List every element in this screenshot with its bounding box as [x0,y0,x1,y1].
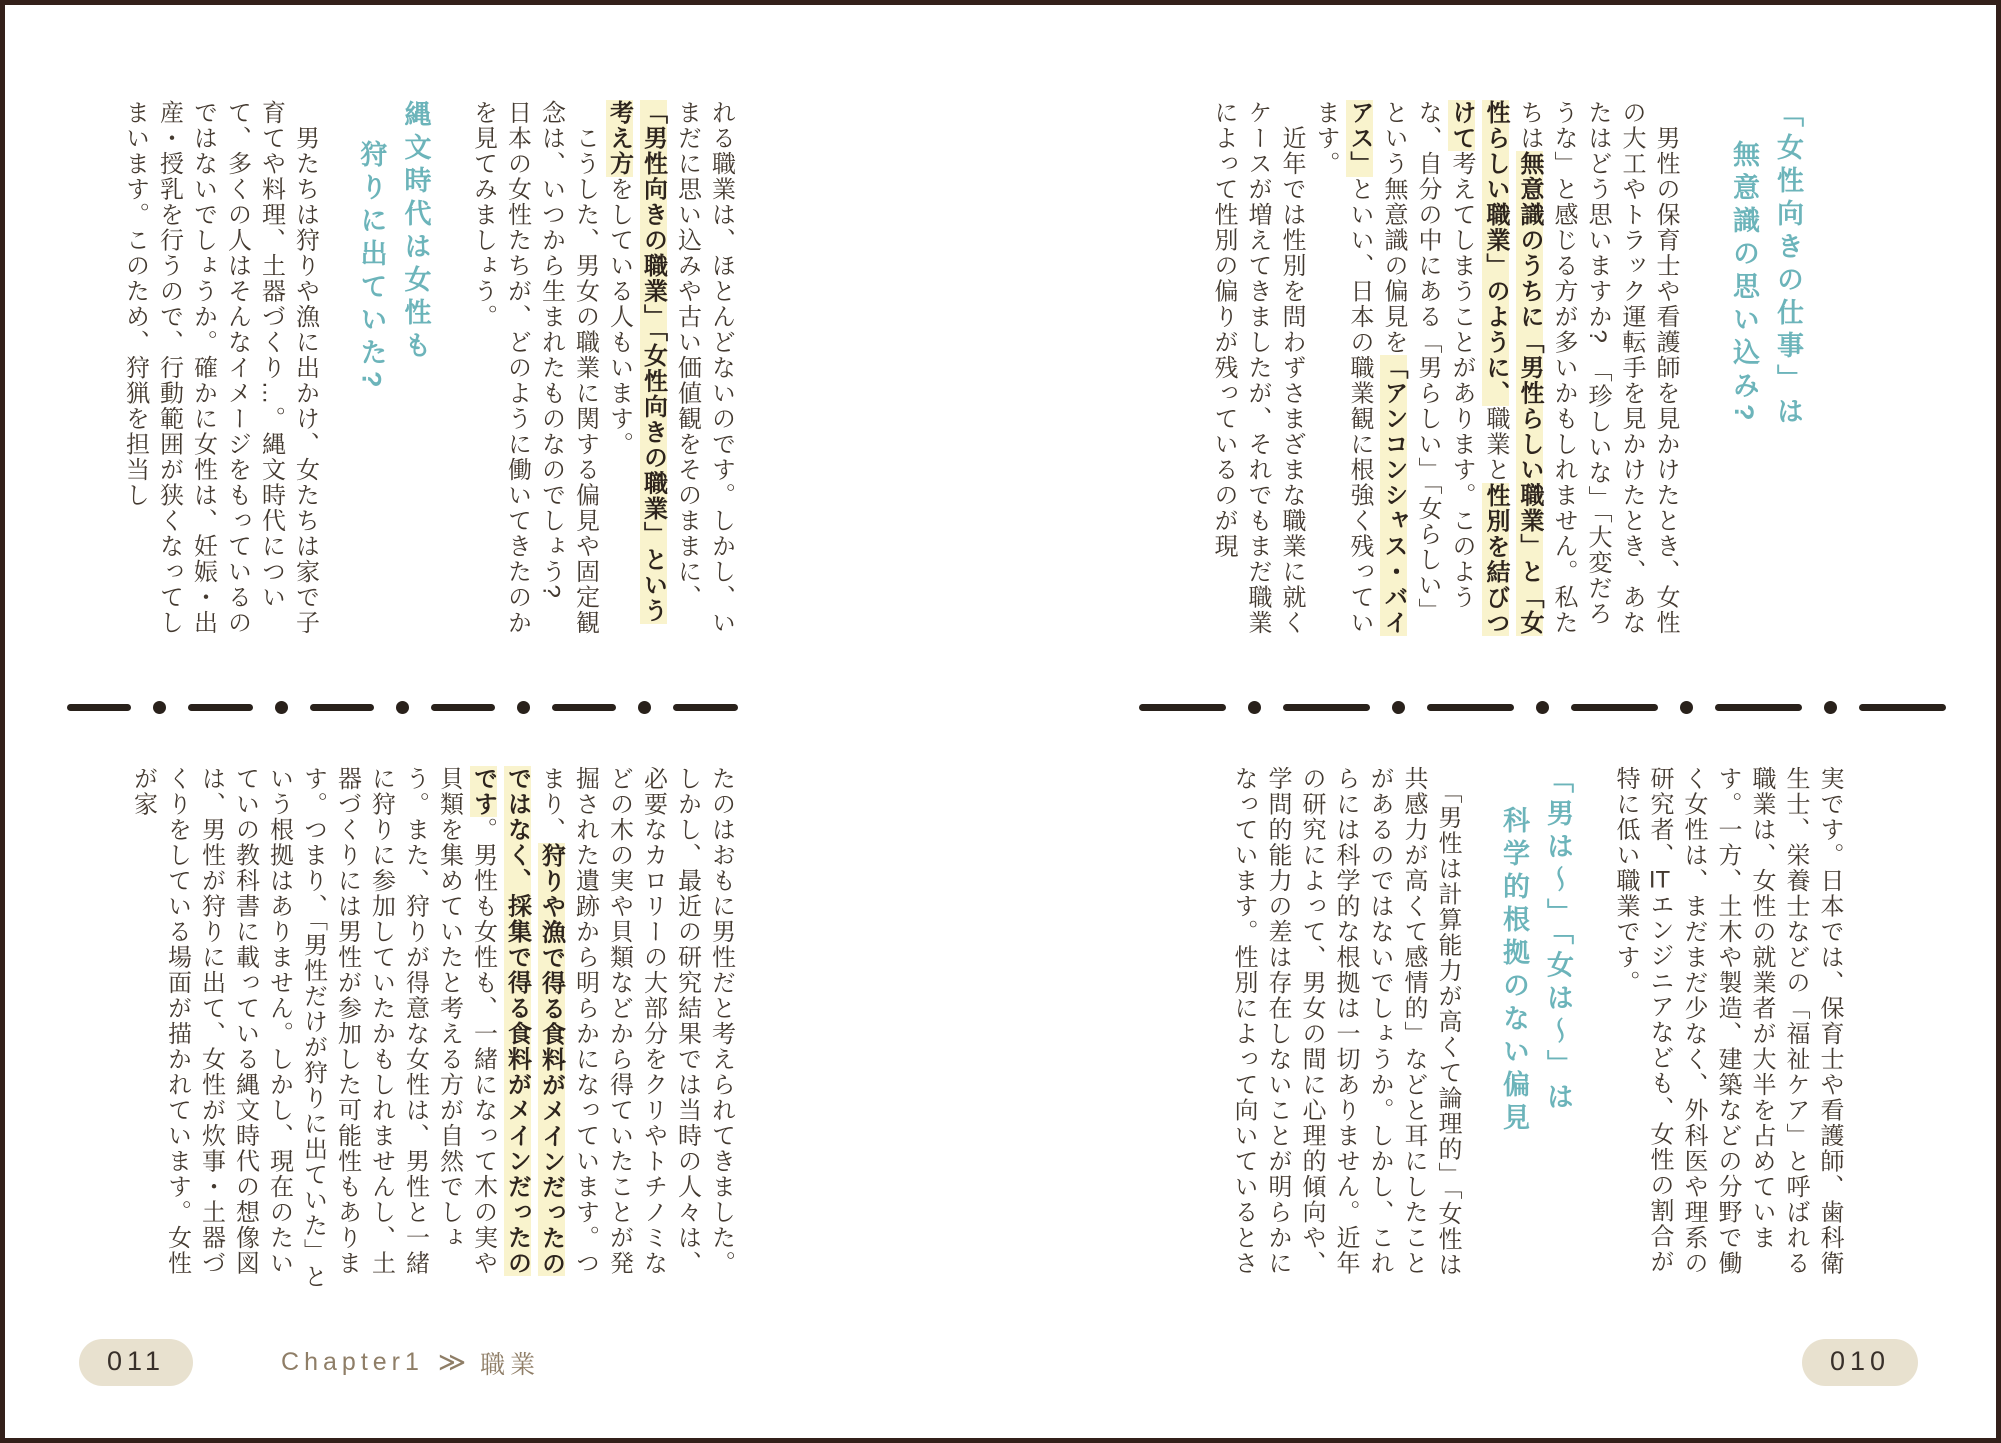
section-heading-bias [1492,766,1580,1294]
article-title [1722,100,1810,648]
divider-dash [673,704,737,711]
highlighted-text: 無意識のうちに「男性らしい職業」と「女性らしい職業」のように、 [1482,100,1543,636]
section-heading-jomon [350,100,438,648]
body-paragraph [1206,100,1308,648]
text-run: たのはおもに男性だと考えられてきました。しかし、最近の研究結果では当時の人々は、必要なカロリーの大部分をクリやトチノミなどの木の実や貝類などから得ていたことが発掘された遺跡から明らかになっています。つまり、 [537,766,735,1276]
left-top-section [67,100,738,648]
highlighted-text: 「男性向きの職業」「女性向きの職業」という考え方 [605,100,667,624]
divider-dash [1283,704,1370,711]
highlighted-text: 狩りや漁で得る食料がメインだったのではなく、採集で得る食料がメインだったのです [469,766,565,1276]
footer-right [1802,1339,1918,1386]
heading-line: 「男は〜」「女は〜」は [1543,766,1573,1116]
divider-dash [188,704,252,711]
divider-row [1139,648,1847,766]
highlighted-text: 性別を結びつけて [1448,100,1509,636]
text-run: 実です。日本では、保育士や看護師、歯科衛生士、栄養士などの「福祉ケア」と呼ばれる職業は、女性の就業者が大半を占めています。一方、土木や製造、建築などの分野で働く女性は、まだまだ少なく、外科医や理系の研究者、 [1646,766,1843,1276]
body-paragraph [126,766,738,1294]
dashed-divider [67,701,738,714]
divider-dot [1824,701,1837,714]
divider-dot [1680,701,1693,714]
divider-row [67,648,738,766]
page-number-pill: 010 [1802,1339,1918,1386]
highlighted-text: 「アンコンシャス・バイアス」 [1346,100,1407,636]
body-paragraph [466,100,602,648]
heading-line: 科学的根拠のない偏見 [1499,806,1529,1136]
divider-dot [1392,701,1405,714]
text-run: れる職業は、ほとんどないのです。しかし、いまだに思い込みや古い価値観をそのままに、 [673,100,735,636]
divider-dot [638,701,651,714]
heading-line: 狩りに出ていた? [356,140,387,394]
chapter-label [281,1345,540,1381]
divider-dash [1715,704,1802,711]
divider-dot [1536,701,1549,714]
body-paragraph [118,100,322,648]
title-line: 「女性向きの仕事」は [1773,100,1803,430]
divider-dash [552,704,616,711]
divider-dot [153,701,166,714]
divider-dash [1571,704,1658,711]
page-right [1001,5,1997,1438]
footer-left [79,1339,540,1386]
text-run: をしている人もいます。 [605,176,633,457]
text-run: といい、日本の職業観に根強く残っています。 [1312,100,1373,636]
left-bottom-section [67,766,738,1294]
text-run: エンジニアなども、女性の割合が特に低い職業です。 [1612,766,1673,1275]
text-run: こうした、男女の職業に関する偏見や固定観念は、いつから生まれたものなのでしょう? 日本の女性たちが、どのように働いてきたのかを見てみましょう。 [469,100,599,636]
heading-line: 縄文時代は女性も [400,100,431,364]
page-left [5,5,1001,1438]
divider-dash [1139,704,1226,711]
body-paragraph [602,100,738,648]
text-run: 。男性も女性も、一緒になって木の実や貝類を集めていたと考える方が自然でしょう。また、狩りが得意な女性は、男性と一緒に狩りに参加していたかもしれませんし、土器づくりには男性が参加した可能性もあります。つまり、「男性だけが狩りに出ていた」という根拠はありません。しかし、現在のたいていの教科書に載っている縄文時代の想像図は、男性が狩りに出て、女性が炊事・土器づくりをしている場面が描かれています。女性が家 [129,766,497,1290]
divider-dot [1248,701,1261,714]
body-paragraph [1608,766,1846,1294]
chapter-topic: 職業 [480,1350,541,1379]
page-number-pill: 011 [79,1339,193,1386]
divider-dot [517,701,530,714]
body-paragraph [1308,100,1682,648]
text-run: 男性の保育士や看護師を見かけたとき、女性の大工やトラック運転手を見かけたとき、あなたはどう思いますか? 「珍しいな」「大変だろうな」と感じる方が多いかもしれません。私たちは [1516,100,1679,636]
text-run: 男たちは狩りや漁に出かけ、女たちは家で子育てや料理、土器づくり…。縄文時代について、多くの人はそんなイメージをもっているのではないでしょうか。確かに女性は、妊娠・出産・授乳を行うので、行動範囲が狭くなってしまいます。このため、狩猟を担当し [121,100,319,636]
divider-dot [275,701,288,714]
divider-dash [1859,704,1946,711]
divider-dash [67,704,131,711]
chapter-name: Chapter1 [281,1348,424,1376]
divider-dash [431,704,495,711]
right-bottom-section [1139,766,1847,1294]
divider-dot [396,701,409,714]
text-run: 考えてしまうことがあります。このような、自分の中にある「男らしい」「女らしい」という無意識の偏見を [1380,100,1475,624]
divider-dash [1427,704,1514,711]
divider-dash [310,704,374,711]
body-paragraph [1226,766,1464,1294]
dashed-divider [1139,701,1947,714]
title-line: 無意識の思い込み? [1729,140,1759,427]
text-run: 近年では性別を問わずさまざまな職業に就くケースが増えてきましたが、それでもまだ職業によって性別の偏りが残っているのが現 [1210,100,1305,636]
text-run: 職業と [1482,406,1509,483]
text-run: 「男性は計算能力が高くて論理的」「女性は共感力が高くて感情的」などと耳にしたことがあるのではないでしょうか。しかし、これらには科学的な根拠は一切ありません。近年の研究によって、男女の間に心理的傾向や、学問的能力の差は存在しないことが明らかになっています。性別によって向いているとさ [1230,766,1461,1278]
text-run: IT [1648,868,1671,892]
chevron-separator-icon: ≫ [437,1347,467,1377]
right-top-section [1139,100,1847,648]
